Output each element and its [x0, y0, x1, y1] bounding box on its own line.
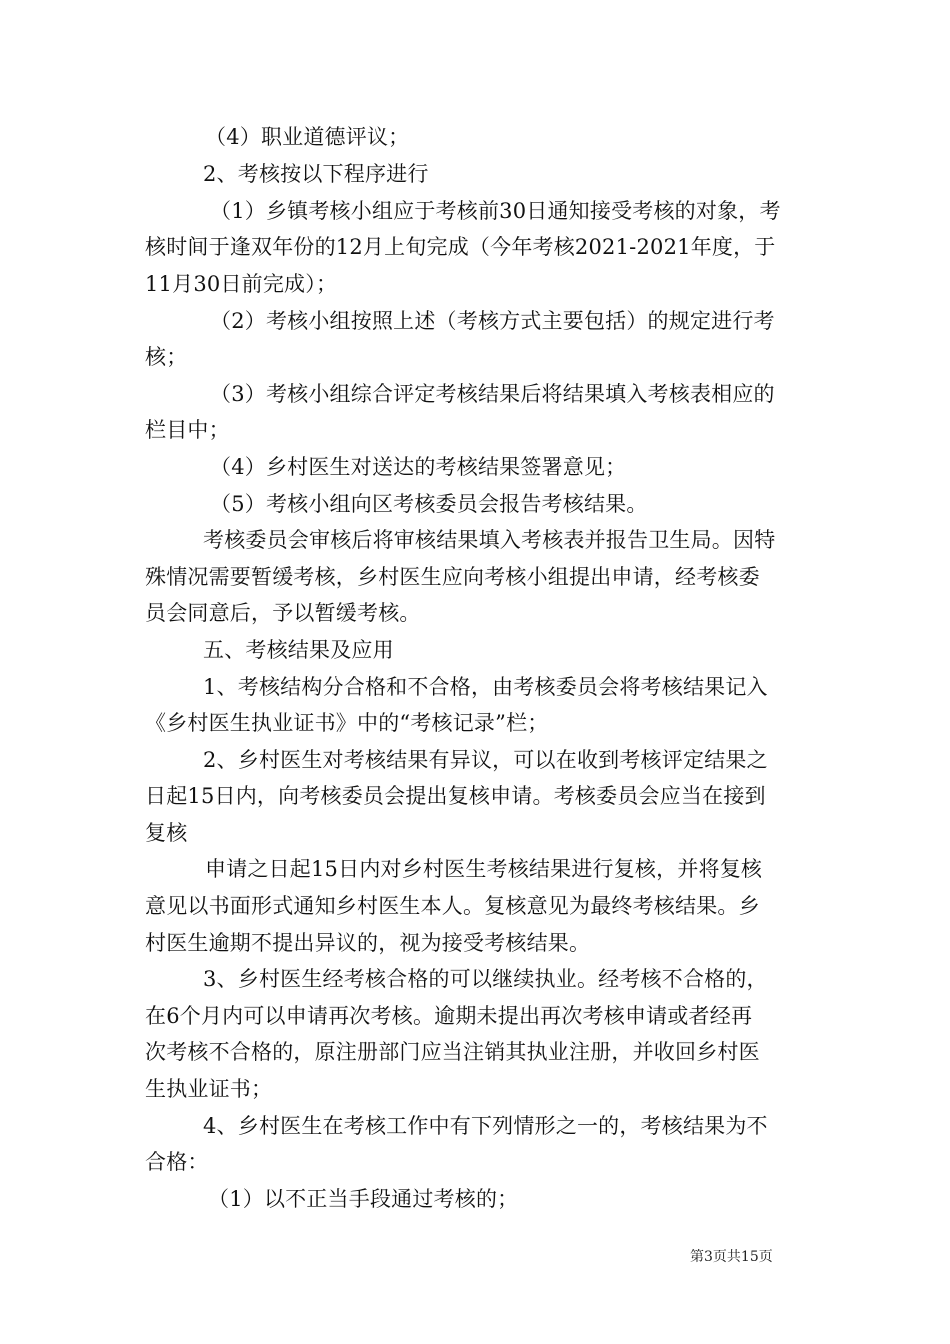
text-line: 合格：: [145, 1150, 209, 1174]
text-line: 核时间于逢双年份的12月上旬完成（今年考核2021-2021年度，于: [145, 235, 776, 259]
text-line: 次考核不合格的，原注册部门应当注销其执业注册，并收回乡村医: [145, 1040, 760, 1064]
section-heading: 五、考核结果及应用: [203, 638, 394, 662]
text-line: 生执业证书；: [145, 1077, 273, 1101]
text-line: 4、乡村医生在考核工作中有下列情形之一的，考核结果为不: [203, 1114, 768, 1138]
text-line: （4）乡村医生对送达的考核结果签署意见；: [210, 455, 627, 479]
text-line: 考核委员会审核后将审核结果填入考核表并报告卫生局。因特: [203, 528, 776, 552]
text-line: （5）考核小组向区考核委员会报告考核结果。: [210, 492, 648, 516]
text-line: （3）考核小组综合评定考核结果后将结果填入考核表相应的: [210, 382, 775, 406]
text-line: 在6个月内可以申请再次考核。逾期未提出再次考核申请或者经再: [145, 1004, 753, 1028]
text-line: 复核: [145, 821, 188, 845]
page-number: 第3页共15页: [690, 1249, 773, 1265]
text-line: 员会同意后，予以暂缓考核。: [145, 601, 421, 625]
text-line: （1）以不正当手段通过考核的；: [208, 1187, 519, 1211]
text-line: 2、考核按以下程序进行: [203, 162, 429, 186]
text-line: 1、考核结构分合格和不合格，由考核委员会将考核结果记入: [203, 675, 768, 699]
text-line: （4）职业道德评议；: [205, 125, 410, 149]
text-line: 2、乡村医生对考核结果有异议，可以在收到考核评定结果之: [203, 748, 768, 772]
text-line: 11月30日前完成）；: [145, 272, 338, 296]
text-line: 意见以书面形式通知乡村医生本人。复核意见为最终考核结果。乡: [145, 894, 760, 918]
text-line: 栏目中；: [145, 418, 230, 442]
text-line: （1）乡镇考核小组应于考核前30日通知接受考核的对象，考: [210, 199, 781, 223]
text-line: 殊情况需要暂缓考核，乡村医生应向考核小组提出申请，经考核委: [145, 565, 760, 589]
text-line: 日起15日内，向考核委员会提出复核申请。考核委员会应当在接到: [145, 784, 766, 808]
text-line: 3、乡村医生经考核合格的可以继续执业。经考核不合格的，: [203, 967, 768, 991]
text-line: （2）考核小组按照上述（考核方式主要包括）的规定进行考: [210, 309, 775, 333]
text-line: 村医生逾期不提出异议的，视为接受考核结果。: [145, 931, 591, 955]
text-line: 申请之日起15日内对乡村医生考核结果进行复核，并将复核: [205, 857, 763, 881]
text-line: 核；: [145, 345, 188, 369]
text-line: 《乡村医生执业证书》中的“考核记录”栏；: [145, 711, 549, 735]
